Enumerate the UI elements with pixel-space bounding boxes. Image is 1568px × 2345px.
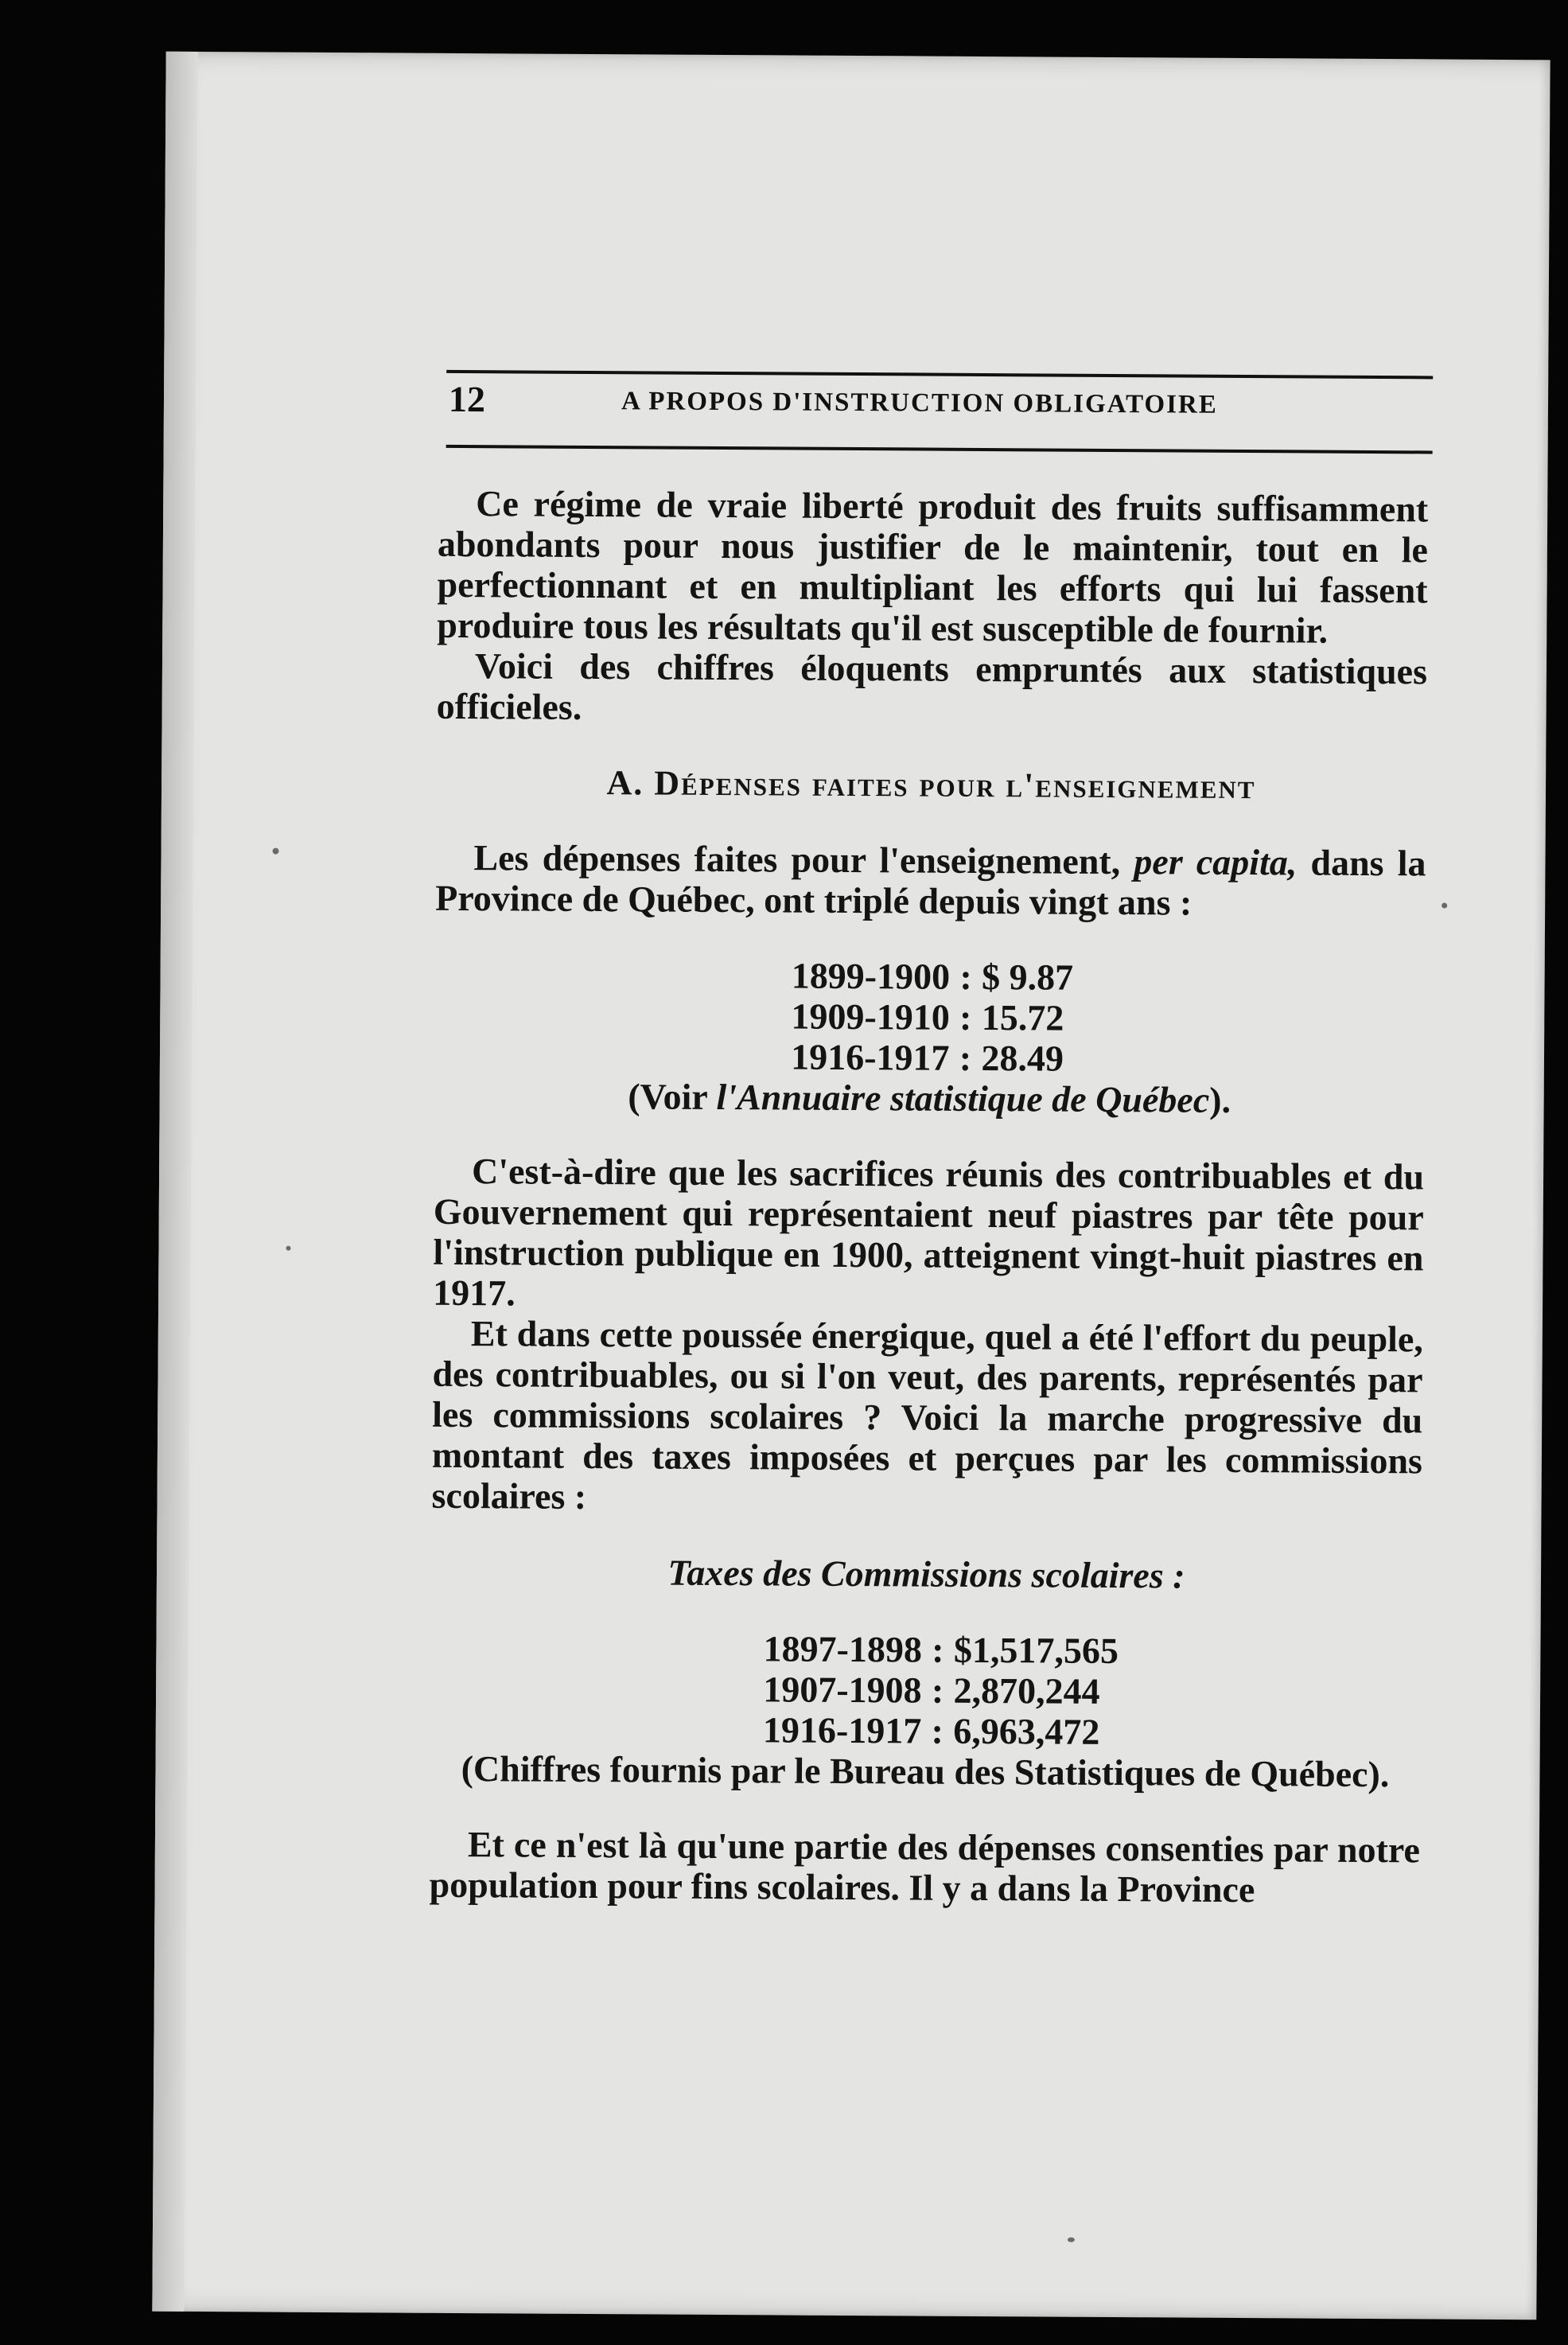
paragraph-regime: Ce régime de vraie liberté produit des fruits suffisamment abondants pour nous justifier de le maintenir, tout en le perfectionnant et en multipliant les efforts qui lui fassent produire tous les résultats qu'il est susceptible de fournir. [437, 483, 1429, 651]
per-capita-figures [434, 953, 1426, 1081]
tax-value: 2,870,244 [953, 1669, 1100, 1712]
scan-speck [1068, 2238, 1075, 2242]
figure-row: 1909-1910 : 15.72 [434, 994, 1425, 1041]
taxes-figures [430, 1626, 1422, 1755]
running-title: A PROPOS D'INSTRUCTION OBLIGATOIRE [621, 387, 1218, 419]
tax-value: 6,963,472 [953, 1710, 1100, 1752]
figure-row: 1916-1917 : 28.49 [434, 1034, 1425, 1081]
book-page [152, 52, 1550, 2320]
tax-period: 1907-1908 [763, 1669, 922, 1711]
page-number: 12 [448, 378, 486, 420]
header-rule-top [446, 370, 1433, 380]
tax-row: 1907-1908 : 2,870,244 [430, 1667, 1421, 1714]
tax-period: 1916-1917 [762, 1709, 922, 1751]
scan-speck [286, 1246, 290, 1251]
scan-speck [1442, 903, 1447, 909]
depenses-text-start: Les dépenses faites pour l'enseignement, [473, 837, 1121, 882]
taxes-title: Taxes des Commissions scolaires : [667, 1552, 1185, 1596]
figure-row: 1899-1900 : $ 9.87 [434, 953, 1425, 1000]
depenses-text-end: dans la Province de Québec, ont triplé depuis vingt ans : [435, 842, 1426, 923]
figure-value: 28.49 [981, 1037, 1064, 1079]
per-capita-italic: per capita, [1134, 841, 1298, 883]
paragraph-depenses [435, 837, 1426, 925]
figure-value: $ 9.87 [981, 956, 1074, 998]
source-note-annuaire [434, 1075, 1425, 1122]
source-note-end: ). [1209, 1079, 1231, 1120]
tax-value: $1,517,565 [953, 1629, 1119, 1672]
scan-speck [273, 848, 279, 855]
source-note-start: (Voir [628, 1076, 708, 1117]
paragraph-closing: Et ce n'est là qu'une partie des dépenses consenties par notre population pour fins scolaires. Il y a dans la Province [429, 1824, 1421, 1911]
header-rule-bottom [446, 445, 1433, 454]
paragraph-effort: Et dans cette poussée énergique, quel a été l'effort du peuple, des contribuables, ou si l'on veut, des parents, représentés par les commissions scolaires ? Voici la marche progressive du montant des taxes imposées et perçues par les commissions scolaires : [431, 1313, 1423, 1517]
paragraph-sacrifices: C'est-à-dire que les sacrifices réunis des contribuables et du Gouvernement qui représentaient neuf piastres par tête pour l'instruction publique en 1900, atteignent vingt-huit piastres en 1917. [433, 1151, 1425, 1314]
page-binding-edge [152, 52, 197, 2312]
annuaire-title: l'Annuaire statistique de Québec [716, 1076, 1210, 1120]
figure-value: 15.72 [981, 996, 1064, 1038]
figure-period: 1916-1917 [791, 1036, 950, 1078]
tax-row: 1897-1898 : $1,517,565 [430, 1626, 1421, 1673]
paragraph-chiffres: Voici des chiffres éloquents empruntés aux statistiques officieles. [436, 645, 1428, 727]
section-heading: A. Dépenses faites pour l'enseignement [606, 763, 1256, 807]
source-note-bureau: (Chiffres fournis par le Bureau des Statistiques de Québec). [461, 1748, 1390, 1795]
tax-period: 1897-1898 [763, 1628, 923, 1670]
figure-period: 1909-1910 [791, 995, 950, 1038]
tax-row: 1916-1917 : 6,963,472 [430, 1708, 1421, 1755]
figure-period: 1899-1900 [791, 955, 951, 997]
page-body [429, 483, 1428, 1911]
